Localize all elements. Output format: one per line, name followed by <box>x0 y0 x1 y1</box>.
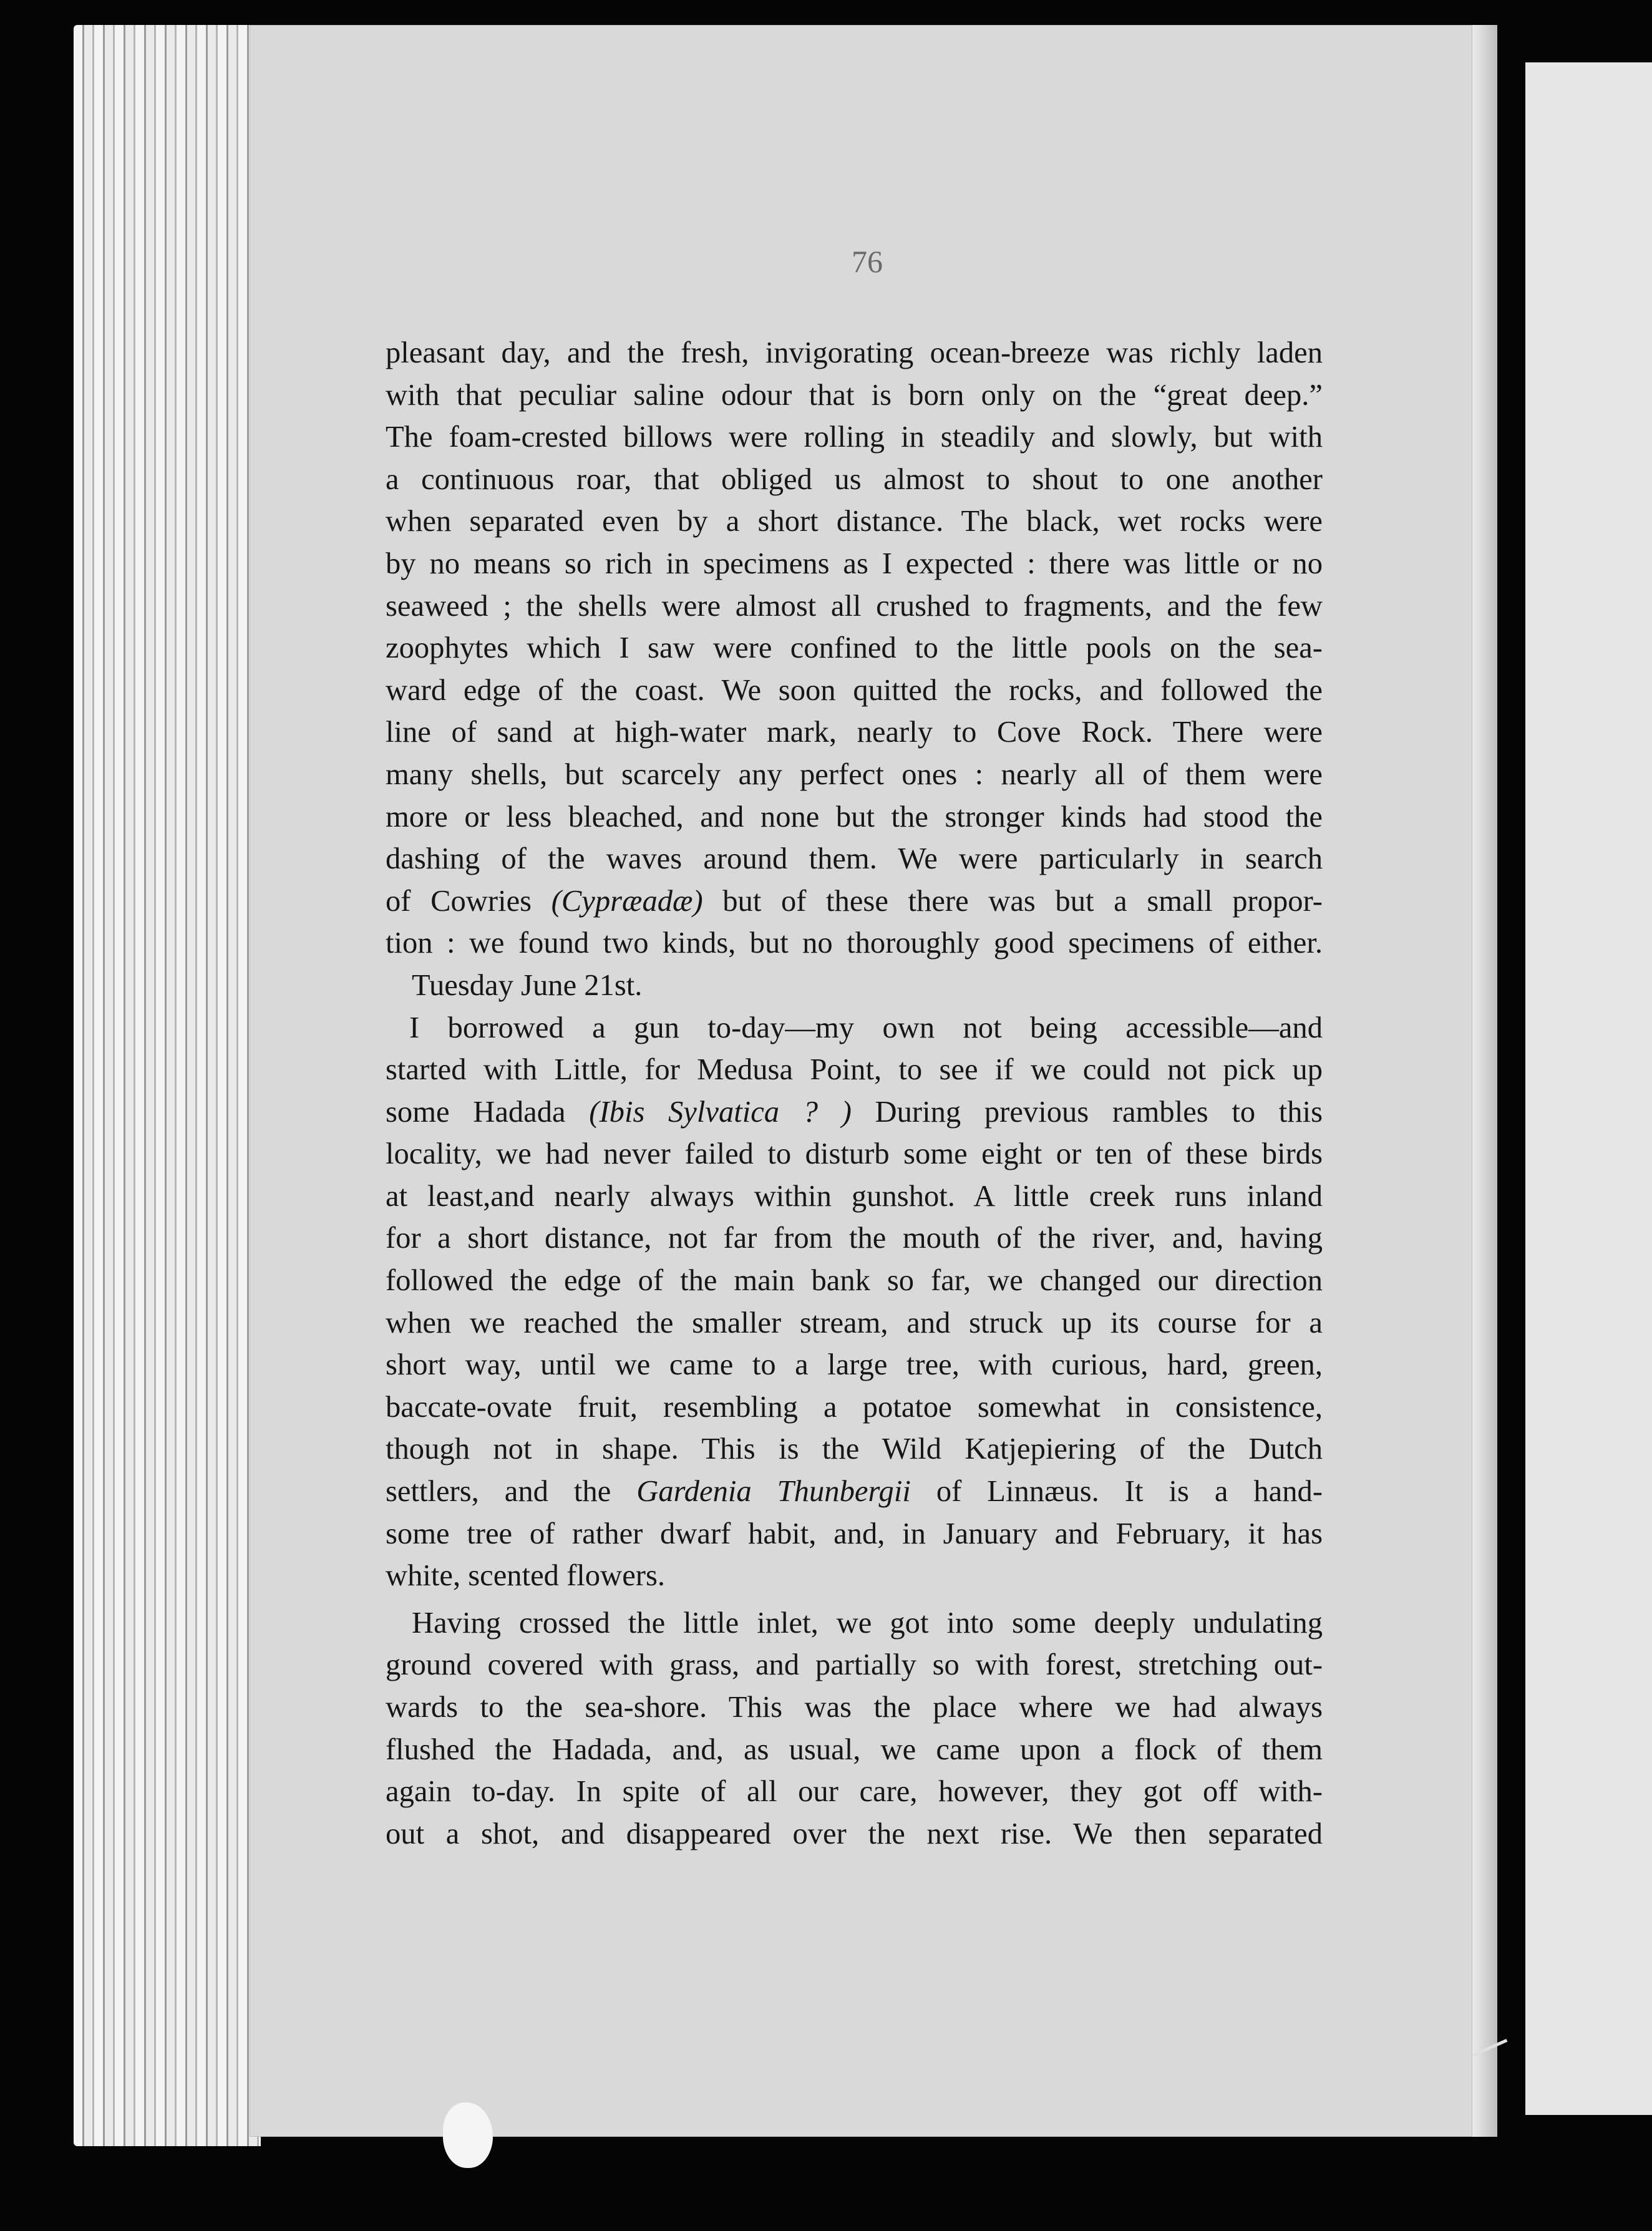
text-line: many shells, but scarcely any perfect ones : nearly all of them were <box>386 757 1323 791</box>
text-segment: of Linnæus. It is a hand- <box>910 1474 1323 1509</box>
text-line <box>386 880 1323 923</box>
text-line: out a shot, and disappeared over the next rise. We then separated <box>386 1816 1323 1850</box>
text-line: more or less bleached, and none but the stronger kinds had stood the <box>386 799 1323 834</box>
body-text <box>386 332 1323 1855</box>
text-line: dashing of the waves around them. We were particularly in search <box>386 842 1323 876</box>
text-line: locality, we had never failed to disturb some eight or ten of these birds <box>386 1137 1323 1171</box>
text-line: followed the edge of the main bank so far, we changed our direction <box>386 1263 1323 1298</box>
text-line: tion : we found two kinds, but no thoroughly good specimens of either. <box>386 926 1323 960</box>
text-line: some tree of rather dwarf habit, and, in January and February, it has <box>386 1516 1323 1550</box>
text-line: white, scented flowers. <box>386 1558 665 1593</box>
facing-page <box>1525 62 1652 2115</box>
text-line: seaweed ; the shells were almost all crushed to fragments, and the few <box>386 588 1323 623</box>
text-line: started with Little, for Medusa Point, to see if we could not pick up <box>386 1052 1323 1087</box>
text-line: at least,and nearly always within gunshot. A little creek runs inland <box>386 1179 1323 1213</box>
text-segment: but of these there was but a small propor- <box>702 883 1323 918</box>
page-edges <box>74 25 261 2146</box>
text-line: when separated even by a short distance. The black, wet rocks were <box>386 504 1323 538</box>
text-line: baccate-ovate fruit, resembling a potatoe somewhat in consistence, <box>386 1389 1323 1424</box>
text-line: though not in shape. This is the Wild Katjepiering of the Dutch <box>386 1432 1323 1466</box>
text-line: wards to the sea-shore. This was the place where we had always <box>386 1690 1323 1724</box>
text-line: flushed the Hadada, and, as usual, we came upon a flock of them <box>386 1732 1323 1766</box>
text-line: when we reached the smaller stream, and struck up its course for a <box>386 1305 1323 1339</box>
text-line: by no means so rich in specimens as I expected : there was little or no <box>386 546 1323 580</box>
text-line: a continuous roar, that obliged us almost to shout to one another <box>386 462 1323 496</box>
italic-term: Gardenia Thunbergii <box>636 1474 911 1509</box>
text-segment: settlers, and the <box>386 1474 637 1509</box>
text-line: I borrowed a gun to-day—my own not being accessible—and <box>409 1010 1323 1044</box>
text-line: ward edge of the coast. We soon quitted the rocks, and followed the <box>386 673 1323 707</box>
text-line: The foam-crested billows were rolling in steadily and slowly, but with <box>386 420 1323 454</box>
text-line: line of sand at high-water mark, nearly to Cove Rock. There were <box>386 715 1323 749</box>
page-number: 76 <box>852 244 883 279</box>
italic-term: (Ibis Sylvatica ? ) <box>589 1094 852 1129</box>
text-segment: some Hadada <box>386 1094 590 1129</box>
text-line: Having crossed the little inlet, we got into some deeply undulating <box>412 1605 1323 1640</box>
text-segment: During previous rambles to this <box>851 1094 1323 1129</box>
text-line: Tuesday June 21st. <box>412 968 643 1002</box>
text-line: again to-day. In spite of all our care, however, they got off with- <box>386 1774 1323 1809</box>
text-line <box>386 1470 1323 1513</box>
book-gutter <box>1472 25 1497 2137</box>
text-line <box>386 1091 1323 1134</box>
text-segment: of Cowries <box>386 883 551 918</box>
italic-term: (Cypræadæ) <box>551 883 703 918</box>
text-line: with that peculiar saline odour that is born only on the “great deep.” <box>386 377 1323 412</box>
paper-blot <box>443 2102 493 2168</box>
text-line: short way, until we came to a large tree, with curious, hard, green, <box>386 1348 1323 1382</box>
text-line: pleasant day, and the fresh, invigorating ocean-breeze was richly laden <box>386 336 1323 369</box>
text-line: zoophytes which I saw were confined to the little pools on the sea- <box>386 631 1323 665</box>
text-line: for a short distance, not far from the mouth of the river, and, having <box>386 1221 1323 1255</box>
text-line: ground covered with grass, and partially so with forest, stretching out- <box>386 1648 1323 1682</box>
